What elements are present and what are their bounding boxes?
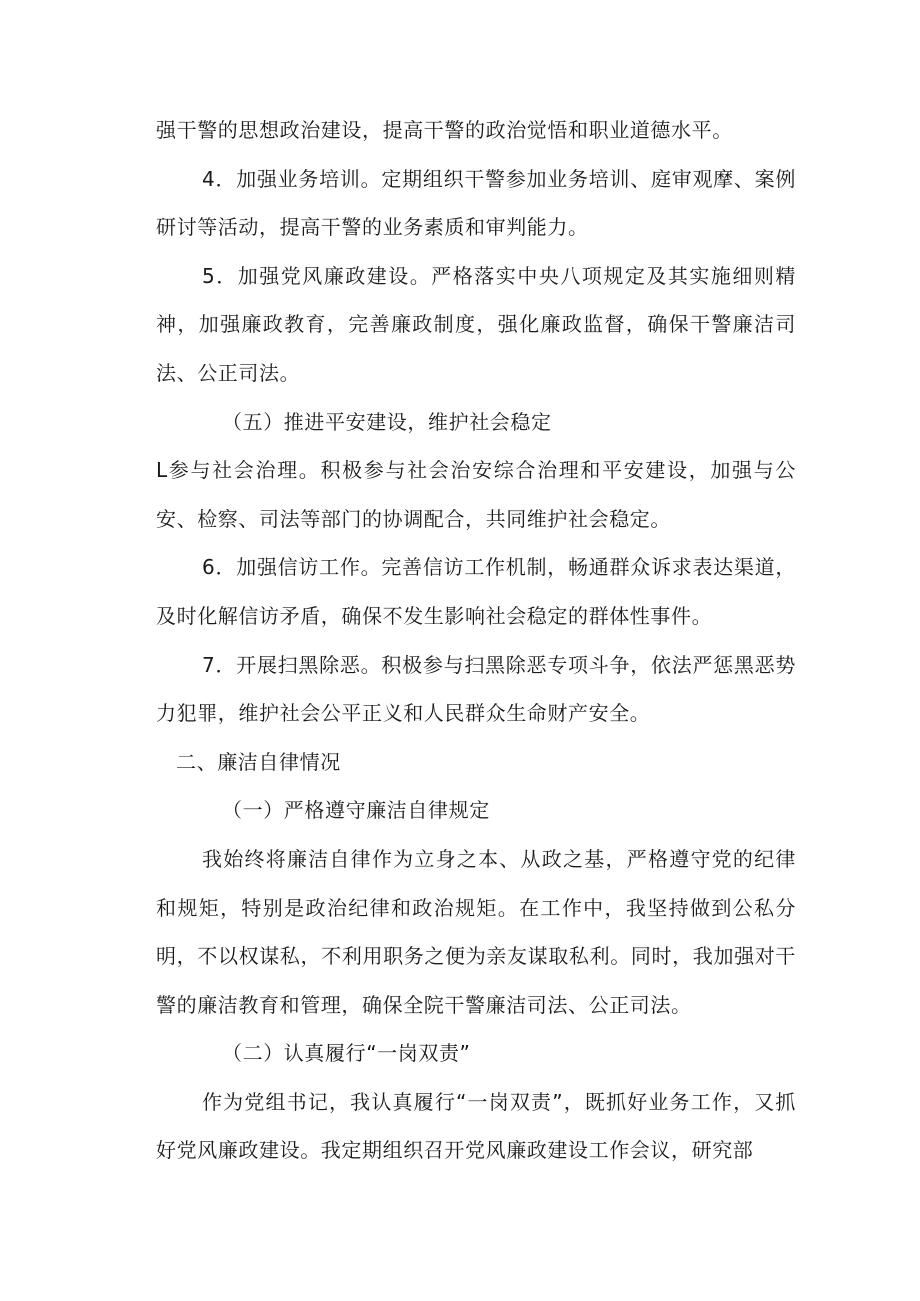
document-body (156, 106, 796, 1175)
paragraph-item-5: 5．加强党风廉政建设。严格落实中央八项规定及其实施细则精神，加强廉政教育，完善廉政制度，强化廉政监督，确保干警廉洁司法、公正司法。 (156, 263, 796, 385)
paragraph-item-6: 6．加强信访工作。完善信访工作机制，畅通群众诉求表达渠道，及时化解信访矛盾，确保不发生影响社会稳定的群体性事件。 (156, 555, 796, 628)
section-heading-5: （五）推进平安建设，维护社会稳定 (222, 409, 552, 434)
paragraph-dual-duty: 作为党组书记，我认真履行“一岗双责”，既抓好业务工作，又抓好党风廉政建设。我定期组织召开党风廉政建设工作会议，研究部 (156, 1089, 796, 1163)
paragraph-item-1: L参与社会治理。积极参与社会治安综合治理和平安建设，加强与公安、检察、司法等部门的协调配合，共同维护社会稳定。 (156, 458, 796, 531)
subsection-heading-1: （一）严格遵守廉洁自律规定 (222, 798, 490, 823)
section-heading-2: 二、廉洁自律情况 (176, 749, 341, 774)
paragraph-item-7: 7．开展扫黑除恶。积极参与扫黑除恶专项斗争，依法严惩黑恶势力犯罪，维护社会公平正义和人民群众生命财产安全。 (156, 652, 796, 726)
subsection-heading-2: （二）认真履行“一岗双责” (222, 1041, 471, 1066)
paragraph-item-4: 4．加强业务培训。定期组织干警参加业务培训、庭审观摩、案例研讨等活动，提高干警的业务素质和审判能力。 (156, 166, 796, 240)
paragraph-self-discipline: 我始终将廉洁自律作为立身之本、从政之基，严格遵守党的纪律和规矩，特别是政治纪律和政治规矩。在工作中，我坚持做到公私分明，不以权谋私，不利用职务之便为亲友谋取私利。同时，我加强对干警的廉洁教育和管理，确保全院干警廉洁司法、公正司法。 (156, 846, 796, 1017)
paragraph-continuation: 强干警的思想政治建设，提高干警的政治觉悟和职业道德水平。 (156, 118, 733, 142)
